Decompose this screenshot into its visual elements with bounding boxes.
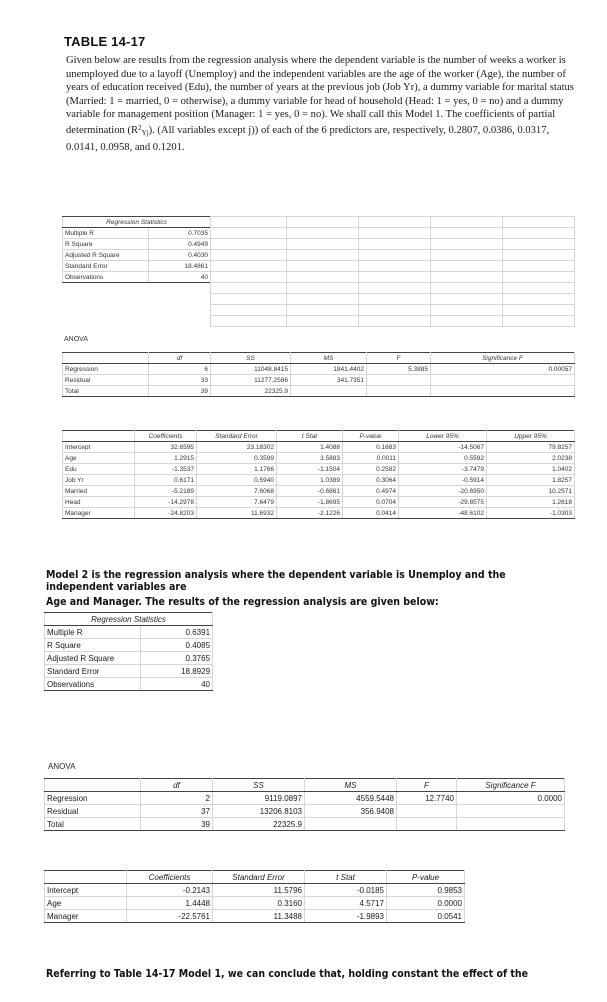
table-cell: -22.5761 [127,910,213,923]
column-header: Standard Error [213,871,305,884]
intro-text-3: ) of each of the 6 predictors are, respectively, 0.2807, 0.0386, 0.0317, 0.0141, 0.0958, and 0.1201. [66,124,550,153]
row-label: Residual [63,375,149,386]
table-row [63,364,575,375]
table-row [63,475,575,486]
model2-intro-line-2: independent variables are [46,580,187,593]
intro-text-1: Given below are results from the regression analysis where the dependent variable is the number of weeks a worker is unemployed due to a layoff (Unemploy) and the independent variables are the age of the worker (Age), the number of years of education received (Edu), the number of years at the previous job (Job Yr), a dummy variable for marital status (Married: 1 = married, 0 = otherwise), a dummy variable for head of household (Head: 1 = yes, 0 = no) and a dummy variable for management position (Manager: 1 = yes, 0 = no). We shall call this Model 1. The coefficients of partial determination (R [66,55,574,136]
table-cell: 1.4448 [127,897,213,910]
table-cell: 11.3488 [213,910,305,923]
table-cell: -5.2189 [135,486,197,497]
table-cell [367,386,431,397]
table-cell: 11.5796 [213,884,305,897]
table-cell: -0.0185 [305,884,387,897]
table-cell: 0.4974 [343,486,399,497]
column-header: df [149,353,211,364]
table-cell: -3.7479 [399,464,487,475]
table-cell: 0.5592 [399,453,487,464]
table-cell: 0.3160 [213,897,305,910]
table-cell: 4559.5448 [305,792,397,805]
table-cell: 3.5883 [277,453,343,464]
stats-value: 0.7035 [149,228,211,239]
stats-row [45,626,213,639]
model1-coefficients-table [62,430,575,519]
column-header: MS [305,779,397,792]
row-label: Intercept [63,442,135,453]
table-cell: 1.2915 [135,453,197,464]
table-cell: 0.5940 [197,475,277,486]
table-cell: 11277.2586 [211,375,291,386]
table-cell: 79.8257 [487,442,575,453]
stats-row [45,665,213,678]
row-label: Manager [63,508,135,519]
table-cell: 0.3064 [343,475,399,486]
table-row [63,386,575,397]
stats-value: 0.4085 [141,639,213,652]
table-cell: 0.3599 [197,453,277,464]
stats-value: 0.4030 [149,250,211,261]
column-header [45,779,141,792]
table-cell [431,386,575,397]
stats-label: R Square [45,639,141,652]
model2-intro-line-1: Model 2 is the regression analysis where the dependent variable is Unemploy and the [46,568,506,581]
table-cell: 2.0238 [487,453,575,464]
stats-label: Standard Error [45,665,141,678]
column-header: Significance F [457,779,565,792]
r-subscript: Yj [141,128,149,137]
table-cell: -48.6102 [399,508,487,519]
column-header: F [397,779,457,792]
stats-label: Observations [45,678,141,691]
stats-row [63,239,211,250]
header-row [45,779,565,792]
table-cell: 0.1683 [343,442,399,453]
table-cell: -0.5914 [399,475,487,486]
table-cell: -1.3537 [135,464,197,475]
model2-anova-label: ANOVA [48,762,76,771]
model2-regression-statistics [44,612,213,691]
header-row [63,431,575,442]
table-cell: 0.0704 [343,497,399,508]
column-header [63,431,135,442]
stats-row [45,652,213,665]
stats-value: 18.8929 [141,665,213,678]
table-cell: 0.0541 [387,910,465,923]
row-label: Total [63,386,149,397]
table-cell: 10.2571 [487,486,575,497]
table-cell: 0.6171 [135,475,197,486]
stats-row [45,678,213,691]
column-header: Standard Error [197,431,277,442]
table-cell: 13206.8103 [213,805,305,818]
stats-label: Adjusted R Square [63,250,149,261]
stats-row [63,250,211,261]
table-cell: 22325.9 [211,386,291,397]
table-cell: -2.1226 [277,508,343,519]
table-cell [305,818,397,831]
table-cell: 341.7351 [291,375,367,386]
stats-label: Observations [63,272,149,283]
table-row [45,884,465,897]
row-label: Regression [63,364,149,375]
column-header: Upper 95% [487,431,575,442]
table-cell: 1.8257 [487,475,575,486]
table-cell: -1.0303 [487,508,575,519]
table-cell: 0.0414 [343,508,399,519]
stats-value: 0.3765 [141,652,213,665]
table-cell [457,818,565,831]
stats-label: Standard Error [63,261,149,272]
table-cell: -24.8203 [135,508,197,519]
r-superscript: 2 [138,123,142,132]
table-cell: -1.9893 [305,910,387,923]
model2-intro-line-3: Age and Manager. The results of the regression analysis are given below: [46,595,439,608]
table-cell: -29.8575 [399,497,487,508]
table-row [45,897,465,910]
table-cell: -0.6861 [277,486,343,497]
table-cell: 1.4088 [277,442,343,453]
model1-anova-table [62,352,575,397]
table-cell: 2 [141,792,213,805]
table-row [63,464,575,475]
table-row [63,375,575,386]
table-cell [397,818,457,831]
stats-row [45,639,213,652]
column-header: df [141,779,213,792]
table-cell: 37 [141,805,213,818]
table-cell [457,805,565,818]
table-cell: 0.9853 [387,884,465,897]
row-label: Intercept [45,884,127,897]
table-cell: 0.00057 [431,364,575,375]
table-cell: 7.6479 [197,497,277,508]
row-label: Edu [63,464,135,475]
table-cell: 33 [149,375,211,386]
table-cell: 5.3885 [367,364,431,375]
model2-coefficients-table [44,870,465,923]
stats-row [63,272,211,283]
table-cell: 0.0000 [457,792,565,805]
stats-value: 0.6391 [141,626,213,639]
table-cell: 0.0000 [387,897,465,910]
table-row [45,805,565,818]
table-title: TABLE 14-17 [64,34,146,49]
table-row [45,792,565,805]
column-header: t Stat [277,431,343,442]
table-row [63,486,575,497]
column-header: Significance F [431,353,575,364]
table-cell [397,805,457,818]
question-text: Referring to Table 14-17 Model 1, we can conclude that, holding constant the effect of the [46,967,529,980]
table-row [63,497,575,508]
m2-stats-header: Regression Statistics [45,613,213,626]
row-label: Head [63,497,135,508]
row-label: Job Yr [63,475,135,486]
table-cell: -14.5067 [399,442,487,453]
intro-text-2: ). (All variables except j) [148,124,255,136]
stats-value: 0.4949 [149,239,211,250]
stats-value: 18.4861 [149,261,211,272]
row-label: Age [63,453,135,464]
column-header: P-value [387,871,465,884]
table-cell: 9119.0897 [213,792,305,805]
table-cell: 32.6595 [135,442,197,453]
model1-regression-statistics [62,216,211,283]
table-cell [367,375,431,386]
stats-row [63,228,211,239]
table-row [45,818,565,831]
column-header: Coefficients [135,431,197,442]
table-cell: 6 [149,364,211,375]
table-cell: 12.7740 [397,792,457,805]
table-cell: -14.2978 [135,497,197,508]
table-cell: -20.6950 [399,486,487,497]
table-cell: 0.0011 [343,453,399,464]
stats-label: Multiple R [45,626,141,639]
table-cell [431,375,575,386]
column-header: F [367,353,431,364]
m1-stats-header: Regression Statistics [63,217,211,228]
column-header [63,353,149,364]
column-header: Lower 95% [399,431,487,442]
column-header: Coefficients [127,871,213,884]
table-cell: 1.1766 [197,464,277,475]
row-label: Age [45,897,127,910]
column-header: t Stat [305,871,387,884]
column-header: P-value [343,431,399,442]
table-row [45,910,465,923]
table-cell [291,386,367,397]
table-cell: 39 [141,818,213,831]
header-row [45,871,465,884]
stats-row [63,261,211,272]
table-cell: -0.2143 [127,884,213,897]
row-label: Regression [45,792,141,805]
table-cell: -1.1504 [277,464,343,475]
table-cell: 1.0402 [487,464,575,475]
table-cell: -1.8695 [277,497,343,508]
model1-empty-grid [210,216,575,327]
header-row [63,353,575,364]
table-cell: 11048.8415 [211,364,291,375]
column-header: MS [291,353,367,364]
stats-label: R Square [63,239,149,250]
row-label: Total [45,818,141,831]
table-cell: 22325.9 [213,818,305,831]
column-header: SS [211,353,291,364]
table-row [63,508,575,519]
model1-anova-label: ANOVA [64,336,88,343]
table-cell: 23.18302 [197,442,277,453]
row-label: Married [63,486,135,497]
stats-value: 40 [149,272,211,283]
row-label: Manager [45,910,127,923]
row-label: Residual [45,805,141,818]
table-cell: 0.2582 [343,464,399,475]
stats-label: Multiple R [63,228,149,239]
table-row [63,442,575,453]
stats-label: Adjusted R Square [45,652,141,665]
table-cell: 4.5717 [305,897,387,910]
table-cell: 1.0389 [277,475,343,486]
model2-anova-table [44,778,565,831]
stats-value: 40 [141,678,213,691]
table-cell: 1841.4402 [291,364,367,375]
intro-paragraph [66,54,574,154]
column-header: SS [213,779,305,792]
table-row [63,453,575,464]
table-cell: 39 [149,386,211,397]
table-cell: 1.2618 [487,497,575,508]
table-cell: 7.6068 [197,486,277,497]
table-cell: 11.6932 [197,508,277,519]
column-header [45,871,127,884]
table-cell: 356.9408 [305,805,397,818]
